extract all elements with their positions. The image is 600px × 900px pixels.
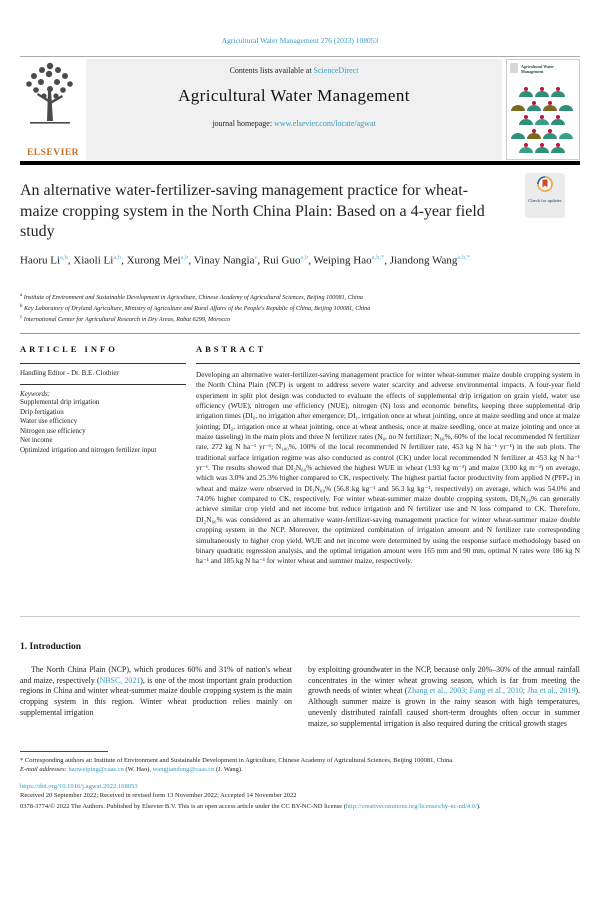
rule	[196, 363, 580, 364]
header-top-rule	[20, 56, 580, 57]
abstract-text: Developing an alternative water-fertilizer-saving management practice for winter wheat-summer maize double cropping system in the North China Plain (NCP) is urgent to address severe water scarcity and adverse environmental impacts. A four-year field experiment in split plot design was conducted to evaluate the effects of supplemental drip irrigation on grain yield, water use efficiency (WUE), nitrogen use efficiency (NUE), nitrogen (N) loss and economic benefits, keeping three supplemental drip irrigation times (DI₀, no irrigation after emergence; DI₁, irrigation once at wheat jointing, once at maize seedling and once at maize jointing; DI₂, irrigation once at wheat jointing, once at wheat anthesis, once at maize seedling, once at maize jointing and once at maize tasseling) in the main plots and three N fertilizer rates (N₀, no N fertilizer; N₆₀%, 60% of the local recommended N fertilizer rate, 272 kg N ha⁻¹ yr⁻¹; N₁₀₀%, 100% of the local recommended N fertilizer rate, 453 kg N ha⁻¹ yr⁻¹) in the sub plots. The traditional surface irrigation regime was also conducted as control (CK) under local recommended N fertilizer at 453 kg N ha⁻¹ yr⁻¹. The results showed that DI₂N₆₀% achieved the highest WUE in wheat (1.93 kg m⁻³) and maize (3.00 kg m⁻³) on average, which was 3.0% and 25.3% higher compared to CK, respectively. The highest partial factor productivity from applied N (PFPₙ) in wheat and maize were observed in DI₂N₆₀% (56.8 kg kg⁻¹ and 56.3 kg kg⁻¹, respectively) on average, which was 54.0% and 74.0% higher compared to CK, respectively. For winter wheat-summer maize double cropping system, DI₂N₆₀% can generally achieve similar crop yield and net income but reduce irrigation and N fertilizer use and N loss compared to CK. Therefore, DI₂N₆₀% was considered as an alternative water-fertilizer-saving management practice for winter wheat-summer maize double cropping system in the NCP. Moreover, the optimized combination of irrigation amount and N fertilizer rate corresponding simultaneously to higher crop yield, WUE and net income were determined by using the response surface methodology based on binary quadratic regression analysis, and the optimal irrigation amount were 165 mm and 90 mm, optimal N rates were 186 kg N ha⁻¹ and 185 kg N ha⁻¹ for winter wheat and summer maize, respectively.	[196, 370, 580, 566]
elsevier-logo[interactable]	[20, 59, 86, 160]
handling-editor: Handling Editor - Dr. B.E. Clothier	[20, 369, 119, 377]
author: Rui Guo	[262, 254, 301, 267]
keyword: Drip fertigation	[20, 407, 64, 416]
affiliation-list	[20, 291, 565, 324]
citation-link[interactable]: NBSC, 2021	[99, 675, 141, 685]
author-separator: ,	[257, 254, 263, 267]
info-abstract-section	[20, 344, 580, 567]
journal-citation: Agricultural Water Management 276 (2023) 108053	[221, 36, 379, 45]
intro-text: by exploiting groundwater in the NCP, because only 20%–30% of the annual rainfall concentrates in the winter wheat growing season, which is far from meeting the growth needs of winter wheat (	[308, 665, 580, 696]
affiliation-marker: a	[20, 293, 23, 298]
intro-right-column	[308, 665, 580, 729]
keyword: Optimized irrigation and nitrogen fertilizer input	[20, 445, 157, 454]
author: Jiandong Wang	[389, 254, 458, 267]
author-list	[20, 250, 565, 269]
elsevier-wordmark: ELSEVIER	[26, 148, 80, 158]
doi-link[interactable]: https://doi.org/10.1016/j.agwat.2022.108053	[20, 783, 138, 791]
author-affil-ref: a,b	[300, 254, 309, 261]
header-divider-bar	[20, 161, 580, 165]
license-text: ).	[476, 802, 481, 810]
rule	[20, 384, 186, 385]
keywords-label: Keywords:	[20, 390, 51, 398]
affiliation-text: International Center for Agricultural Research in Dry Areas, Rabat 6299, Morocco	[22, 316, 231, 324]
homepage-prefix: journal homepage:	[212, 119, 275, 128]
affiliation-marker: c	[20, 315, 23, 321]
journal-banner	[86, 59, 502, 160]
license-text: 0378-3774/© 2022 The Authors. Published by Elsevier B.V. This is an open access article under the CC BY-NC-ND license (	[20, 802, 346, 810]
affiliation-text: Key Laboratory of Dryland Agriculture, Ministry of Agriculture and Rural Affairs of the People's Republic of China, Beijing 100081, China	[22, 305, 371, 313]
keyword: Net income	[20, 436, 53, 445]
author-separator: ,	[308, 254, 314, 267]
abstract-heading: ABSTRACT	[196, 344, 267, 354]
intro-left-column	[20, 665, 292, 729]
author-affil-ref: a,b	[60, 254, 68, 261]
homepage-line	[86, 119, 502, 128]
abstract-column	[196, 344, 580, 567]
sciencedirect-link[interactable]: ScienceDirect	[313, 66, 359, 75]
received-dates: Received 20 September 2022; Received in revised form 13 November 2022; Accepted 14 November 2022	[20, 792, 297, 800]
author-affil-ref: c	[254, 254, 258, 261]
keyword: Nitrogen use efficiency	[20, 426, 86, 435]
journal-header	[20, 59, 580, 160]
email-label: E-mail addresses:	[20, 766, 67, 774]
check-for-updates-badge[interactable]	[525, 173, 565, 218]
introduction-section	[20, 642, 580, 729]
email-link-wang[interactable]: wangjiandong@caas.cn	[152, 766, 215, 774]
doi-line	[20, 783, 580, 790]
keyword: Water use efficiency	[20, 417, 78, 426]
abstract-bottom-rule	[20, 616, 580, 617]
check-updates-icon	[537, 176, 553, 192]
article-info-heading: ARTICLE INFO	[20, 344, 118, 354]
email-line	[20, 765, 580, 774]
introduction-heading: 1. Introduction	[20, 642, 82, 652]
author-separator: ,	[67, 254, 74, 267]
correspondence-note: * Corresponding authors at: Institute of Environment and Sustainable Development in Agriculture, Chinese Academy of Agricultural Sciences, Beijing 100081, China.	[20, 757, 454, 764]
page-footer	[20, 751, 580, 811]
author-separator: ,	[188, 254, 194, 267]
affiliation-marker: b	[20, 304, 23, 310]
affiliation	[20, 302, 565, 313]
contents-prefix: Contents lists available at	[229, 66, 314, 75]
contents-line	[86, 66, 502, 75]
rule	[20, 363, 186, 364]
license-link[interactable]: http://creativecommons.org/licenses/by-nc-nd/4.0/	[345, 802, 477, 810]
author-separator: ,	[384, 254, 390, 267]
author-separator: ,	[121, 254, 127, 267]
article-info-column	[20, 344, 186, 567]
affiliation	[20, 291, 565, 302]
cover-pattern	[507, 85, 577, 157]
cover-title: Agricultural Water Management	[521, 64, 554, 74]
author: Haoru Li	[20, 254, 61, 267]
author: Xurong Mei	[126, 254, 181, 267]
email-owner: (W. Hao),	[123, 766, 153, 774]
author: Weiping Hao	[313, 254, 372, 267]
section-top-rule	[20, 333, 580, 334]
author-affil-ref: a,b	[180, 254, 189, 261]
intro-text: The North China Plain (NCP), which produces 60% and 31% of nation's wheat and maize, respectively (	[20, 665, 292, 685]
author: Vinay Nangia	[193, 254, 255, 267]
keyword: Supplemental drip irrigation	[20, 398, 100, 406]
author-affil-ref: a,b,*	[457, 254, 471, 261]
affiliation	[20, 313, 565, 324]
email-link-hao[interactable]: haoweiping@caas.cn	[68, 766, 124, 774]
intro-text: ). Although summer maize is grown in the rainy season with high temperatures, unevenly distributed rainfall caused short-term droughts often occur in summer maize, so supplemental irrigation is also required during the critical growth stages	[308, 686, 580, 728]
affiliation-text: Institute of Environment and Sustainable Development in Agriculture, Chinese Academy of Agricultural Sciences, Beijing 100081, China	[22, 294, 363, 302]
cover-publisher-mark	[510, 63, 518, 73]
journal-homepage-link[interactable]: www.elsevier.com/locate/agwat	[274, 119, 376, 128]
author: Xiaoli Li	[73, 254, 114, 267]
intro-text: ), is one of the most important grain production regions in China and winter wheat-summer maize double cropping system is the main cropping system in this region. Winter wheat production relies mainly on supplemental irrigation	[20, 675, 293, 717]
journal-cover-thumbnail[interactable]	[506, 59, 580, 160]
email-owner: (J. Wang).	[214, 766, 243, 774]
author-affil-ref: a,b,*	[371, 254, 385, 261]
license-line	[20, 802, 580, 811]
citation-link[interactable]: Zhang et al., 2003; Fang et al., 2010; Jha et al., 2019	[407, 686, 576, 696]
check-updates-label: Check for updates	[528, 198, 562, 203]
author-affil-ref: a,b	[113, 254, 122, 261]
footnote-rule	[20, 751, 108, 752]
elsevier-tree-icon	[20, 59, 82, 137]
article-title: An alternative water-fertilizer-saving management practice for wheat-maize cropping system in the North China Plain: Based on a 4-year field study	[20, 182, 485, 240]
journal-title: Agricultural Water Management	[178, 86, 410, 105]
